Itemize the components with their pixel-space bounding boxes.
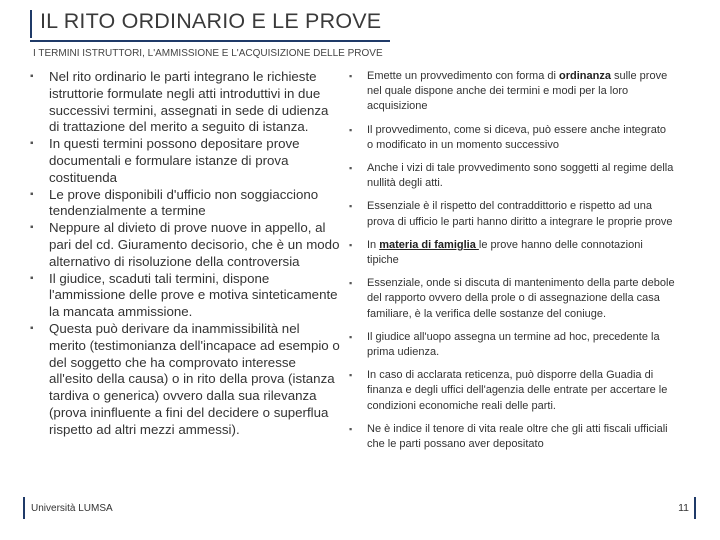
footer-accent-bar bbox=[23, 497, 25, 519]
bullet-text: le prove hanno delle connotazioni tipiche bbox=[367, 238, 643, 267]
list-item: ▪ Anche i vizi di tale provvedimento sono soggetti al regime della nullità degli atti. bbox=[349, 161, 675, 191]
list-item: ▪ Il giudice all'uopo assegna un termine ad hoc, precedente la prima udienza. bbox=[349, 330, 675, 360]
title-underline bbox=[30, 40, 390, 42]
list-item: ▪ Essenziale, onde si discuta di mantenimento della parte debole del rapporto ovvero della prole o di assegnazione della casa familiare, è la verifica delle sostanze del coniuge. bbox=[349, 276, 675, 322]
list-item bbox=[349, 238, 675, 268]
underlined-term: materia di famiglia bbox=[379, 238, 479, 251]
bold-term: ordinanza bbox=[558, 70, 611, 82]
list-item: ▪ In questi termini possono depositare prove documentali e formulare istanze di prova costituenda bbox=[30, 136, 340, 186]
list-item: ▪ In caso di acclarata reticenza, può disporre della Guadia di finanza e degli uffici dell'agenzia delle entrate per accertare le condizioni economiche reali delle parti. bbox=[349, 368, 675, 414]
bullet-text: Emette un provvedimento con forma di bbox=[367, 70, 559, 82]
title-accent-bar bbox=[30, 10, 32, 38]
list-item: ▪ Neppure al divieto di prove nuove in appello, al pari del cd. Giuramento decisorio, che è un modo alternativo di risoluzione della controversia bbox=[30, 220, 340, 270]
list-item: ▪ Ne è indice il tenore di vita reale oltre che gli atti fiscali ufficiali che le parti possano aver depositato bbox=[349, 422, 675, 452]
page-number: 11 bbox=[678, 502, 689, 514]
list-item: ▪ Il giudice, scaduti tali termini, dispone l'ammissione delle prove e motiva sinteticamente la mancata ammissione. bbox=[30, 271, 340, 321]
footer-university-label: Università LUMSA bbox=[31, 503, 113, 514]
slide-subtitle: I TERMINI ISTRUTTORI, L'AMMISSIONE E L'ACQUISIZIONE DELLE PROVE bbox=[33, 48, 383, 59]
list-item: ▪ Essenziale è il rispetto del contraddittorio e rispetto ad una prova di ufficio le parti hanno diritto a integrare le proprie prove bbox=[349, 199, 675, 229]
bullet-text: In bbox=[367, 238, 380, 251]
list-item bbox=[349, 69, 675, 115]
list-item: ▪ Le prove disponibili d'ufficio non soggiacciono tendenzialmente a termine bbox=[30, 187, 340, 221]
left-bullet-list bbox=[30, 69, 340, 439]
slide-title: IL RITO ORDINARIO E LE PROVE bbox=[40, 9, 382, 33]
footer-right-bar bbox=[694, 497, 696, 519]
bullet-text: sulle prove nel quale dispone anche dei termini e modi per la loro acquisizione bbox=[367, 70, 668, 113]
list-item: ▪ Questa può derivare da inammissibilità nel merito (testimonianza dell'incapace ad esempio o del soggetto che ha comprovato interesse all'esito della causa) o in rito della prova (istanza tardiva o generica) ovvero dalla sua rilevanza (prova ininfluente a fini del decidere o superflua rispetto ad altri mezzi ammessi). bbox=[30, 321, 340, 439]
list-item: ▪ Nel rito ordinario le parti integrano le richieste istruttorie formulate negli atti introduttivi in due successivi termini, assegnati in sede di udienza di trattazione del merito a seguito di istanza. bbox=[30, 69, 340, 136]
list-item: ▪ Il provvedimento, come si diceva, può essere anche integrato o modificato in un momento successivo bbox=[349, 123, 675, 153]
right-bullet-list bbox=[349, 69, 675, 460]
